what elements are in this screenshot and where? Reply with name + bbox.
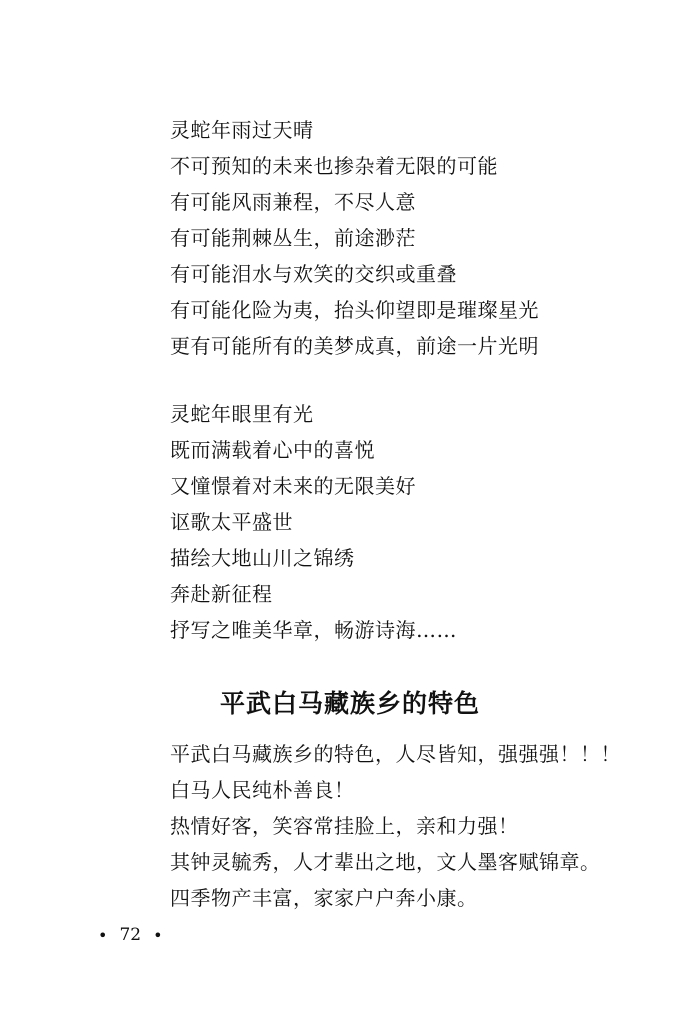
stanza-one xyxy=(170,112,539,364)
poem-line: 有可能泪水与欢笑的交织或重叠 xyxy=(170,262,457,286)
poem-line: 又憧憬着对未来的无限美好 xyxy=(170,474,416,498)
bullet-dot-left: • xyxy=(98,925,108,945)
poem-line: 白马人民纯朴善良！ xyxy=(170,778,355,802)
poem-line: 有可能化险为夷，抬头仰望即是璀璨星光 xyxy=(170,298,539,322)
poem-line: 有可能荆棘丛生，前途渺茫 xyxy=(170,226,416,250)
poem-line: 奔赴新征程 xyxy=(170,582,273,606)
poem-line: 有可能风雨兼程，不尽人意 xyxy=(170,190,416,214)
poem-line: 不可预知的未来也掺杂着无限的可能 xyxy=(170,154,498,178)
poem-line: 热情好客，笑容常挂脸上，亲和力强！ xyxy=(170,814,519,838)
poem-line: 讴歌太平盛世 xyxy=(170,510,293,534)
poem-line: 描绘大地山川之锦绣 xyxy=(170,546,355,570)
page-number: 72 xyxy=(119,925,142,945)
poem-body xyxy=(170,736,621,916)
page-footer xyxy=(98,925,163,945)
poem-line: 更有可能所有的美梦成真，前途一片光明 xyxy=(170,334,539,358)
poem-line: 灵蛇年雨过天晴 xyxy=(170,118,314,142)
poem-title: 平武白马藏族乡的特色 xyxy=(219,689,480,718)
bullet-dot-right: • xyxy=(153,925,163,945)
poem-line: 四季物产丰富，家家户户奔小康。 xyxy=(170,886,478,910)
poem-line: 平武白马藏族乡的特色，人尽皆知，强强强！！！ xyxy=(170,742,621,766)
poem-line: 其钟灵毓秀，人才辈出之地，文人墨客赋锦章。 xyxy=(170,850,601,874)
stanza-two xyxy=(170,396,457,648)
poem-line: 既而满载着心中的喜悦 xyxy=(170,438,375,462)
poem-line: 灵蛇年眼里有光 xyxy=(170,402,314,426)
poem-line: 抒写之唯美华章，畅游诗海…… xyxy=(170,618,457,642)
